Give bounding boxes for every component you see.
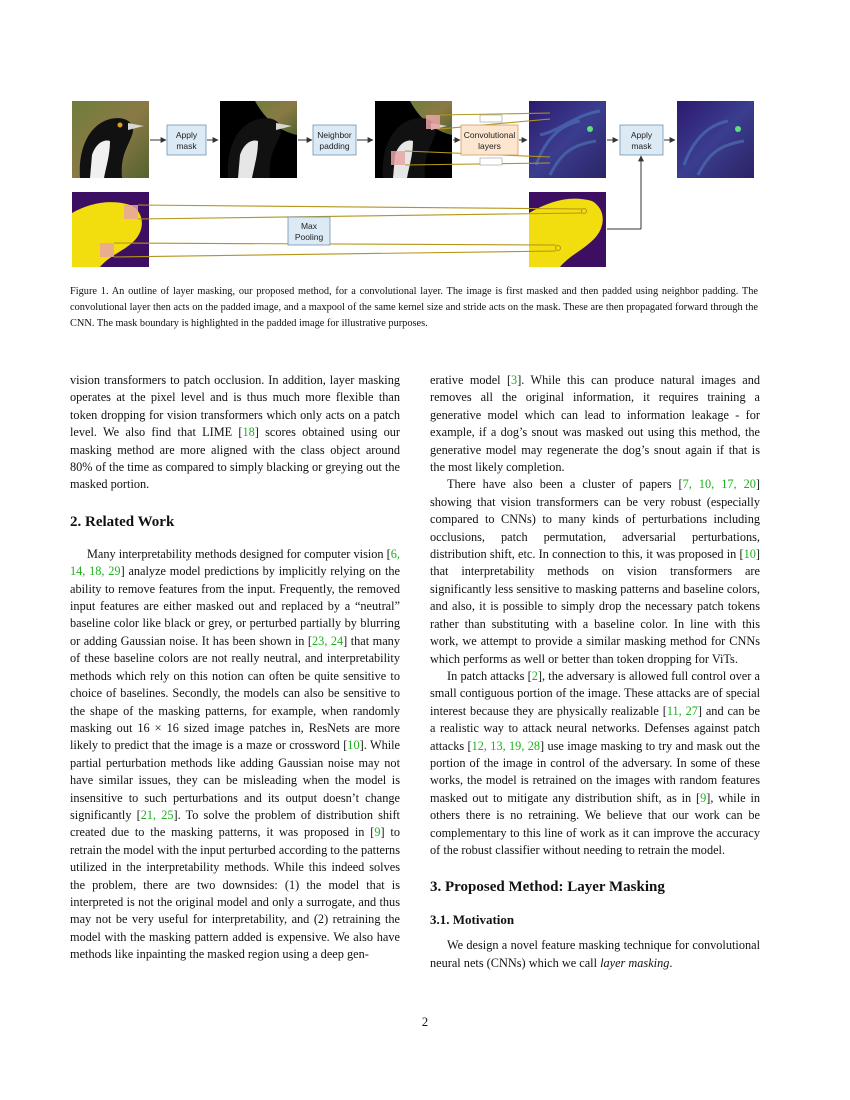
section-heading-proposed-method: 3. Proposed Method: Layer Masking	[430, 879, 665, 896]
feature-map-output	[529, 101, 606, 178]
subsection-heading-motivation: 3.1. Motivation	[430, 912, 515, 928]
right-column	[430, 372, 760, 972]
svg-text:mask: mask	[631, 141, 652, 151]
svg-text:Apply: Apply	[175, 130, 198, 140]
svg-text:padding: padding	[319, 141, 350, 151]
masked-image	[220, 101, 297, 178]
figure-1-diagram	[70, 95, 780, 275]
svg-text:mask: mask	[176, 141, 197, 151]
related-work-paragraph-cont: erative model [3]. While this can produce natural images and removes all the original information, it requires training a generative model which can lead to information leakage - for example, if a dog’s snout was masked out using this method, the generative model may regenerate the dog’s snout again if that is the most likely completion.	[430, 373, 760, 475]
page-number: 2	[421, 1015, 429, 1029]
svg-text:Neighbor: Neighbor	[317, 130, 352, 140]
apply-mask-box-1	[167, 125, 206, 155]
padded-image	[375, 101, 452, 178]
apply-mask-box-2	[620, 125, 663, 155]
left-column	[70, 372, 400, 964]
section-heading-related-work: 2. Related Work	[70, 513, 175, 530]
input-mask	[72, 192, 149, 267]
figure-caption: Figure 1. An outline of layer masking, our proposed method, for a convolutional layer. The image is first masked and then padded using neighbor padding. The convolutional layer then acts on the padded image, and a maxpool of the same kernel size and stride acts on the mask. These are then propagated forward through the CNN. The mask boundary is highlighted in the padded image for illustrative purposes.	[70, 286, 758, 330]
svg-text:Pooling: Pooling	[294, 232, 324, 242]
svg-text:Convolutional: Convolutional	[463, 130, 516, 140]
vit-robustness-paragraph: There have also been a cluster of papers [7, 10, 17, 20] showing that vision transformers can be very robust (especially compared to CNNs) to many kinds of perturbations including occlusions, patch permutation, adversarial perturbations, distribution shift, etc. In connection to this, it was proposed in [10] that interpretability methods on vision transformers are significantly less sensitive to masking patterns and baseline colors, and also, it is possible to simply drop the necessary patch tokens rather than substituting with a baseline color. In line with this work, we attempt to provide a similar masking method for CNNs which performs as well or better than token dropping for ViTs.	[430, 477, 760, 666]
motivation-paragraph: We design a novel feature masking technique for convolutional neural nets (CNNs) which we call layer masking.	[430, 938, 760, 970]
svg-text:Apply: Apply	[630, 130, 653, 140]
input-image	[72, 101, 149, 178]
max-pooling-box	[288, 217, 330, 245]
neighbor-padding-box	[313, 125, 356, 155]
intro-paragraph-end: vision transformers to patch occlusion. In addition, layer masking operates at the pixel level and is thus much more flexible than token dropping for vision transformers which only acts on a patch level. We also find that LIME [18] scores obtained using our masking method are more aligned with the class object around 80% of the time as compared to simply blacking or greying out the masked portion.	[70, 373, 400, 492]
pooled-mask	[529, 192, 606, 267]
related-work-paragraph: Many interpretability methods designed for computer vision [6, 14, 18, 29] analyze model predictions by implicitly relying on the ability to remove features from the input. Frequently, the removed input features are either masked out and replaced by a “neutral” baseline color like black or grey, or perturbed partially by blurring or adding Gaussian noise. It has been shown in [23, 24] that many of these baseline colors are not really neutral, and interpretability methods which rely on this notion can often be quite sensitive to choice of baselines. Secondly, the models can also be sensitive to the shape of the masking patterns, for example, when randomly masking out 16 × 16 sized image patches in, ResNets are more likely to predict that the image is a maze or crossword [10]. While partial perturbation methods like adding Gaussian noise may not have similar issues, they can be misleading when the model is insensitive to such perturbations and its output doesn’t change significantly [21, 25]. To solve the problem of distribution shift created due to the masking patterns, it was proposed in [9] to retrain the model with the input perturbed according to the patterns utilized in the interpretability methods. While this indeed solves the problem, there are two downsides: (1) the model that is interpreted is not the original model and only a surrogate, and thus may not be very useful for interpretability, and (2) retraining the model with the masking pattern added is expensive. We also have methods like inpainting the masked region using a deep gen-	[70, 546, 401, 962]
patch-attacks-paragraph: In patch attacks [2], the adversary is allowed full control over a small contiguous portion of the image. These attacks are of special interest because they are physically realizable [11, 27] and can be a realistic way to attack neural networks. Defenses against patch attacks [12, 13, 19, 28] use image masking to try and mask out the portion of the image in control of the adversary. In some of these works, the model is retrained on the images with random features masked out to mitigate any distribution shift, as in [9], while in others there is no retraining. We believe that our work can be complementary to this line of work as it can improve the accuracy of the robust classifier without needing to retrain the model.	[430, 668, 761, 857]
svg-text:layers: layers	[478, 141, 501, 151]
svg-text:Max: Max	[300, 221, 318, 231]
masked-feature-map	[677, 101, 754, 178]
